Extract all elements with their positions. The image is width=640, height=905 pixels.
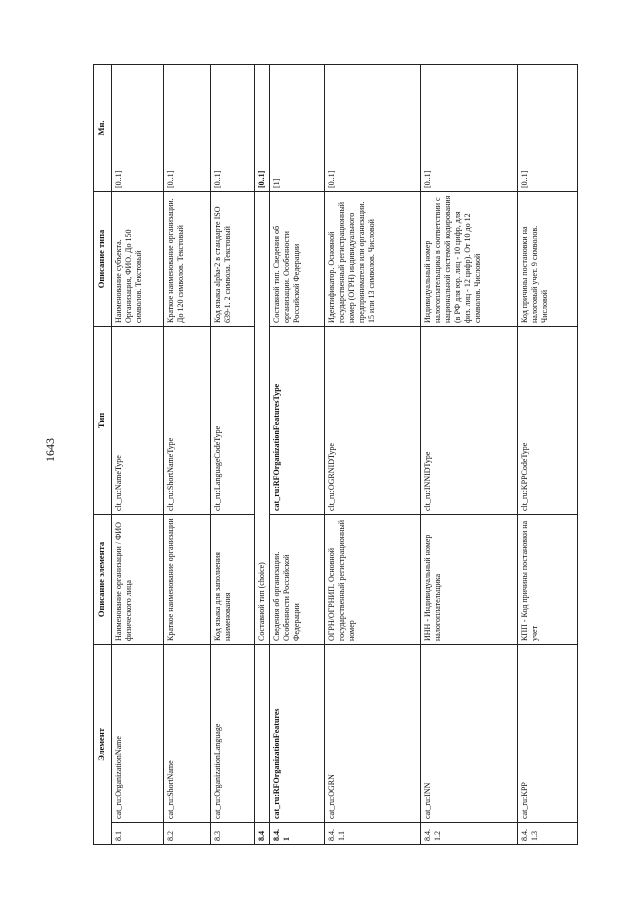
row-type: clt_ru:LanguageCodeType	[211, 327, 255, 515]
header-element: Элемент	[94, 645, 112, 845]
table-row	[255, 65, 270, 845]
header-element-desc: Описание элемента	[94, 515, 112, 645]
row-element-desc: ОГРН/ОГРНИП. Основной государственный регистрационный номер	[325, 515, 421, 645]
row-multiplicity: [0..1]	[518, 65, 578, 192]
row-element-desc: Сведения об организации. Особенности Российской Федерации	[270, 515, 325, 645]
row-number: 8.2	[164, 823, 211, 845]
table-row	[211, 65, 255, 845]
row-type-desc: Индивидуальный номер налогоплательщика в соответствии с национальной системой кодирования (в РФ для юр. лиц - 10 цифр, для физ. лиц - 12 цифр). От 10 до 12 символов. Числовой	[421, 192, 518, 327]
row-element-desc: КПП - Код причины постановки на учет	[518, 515, 578, 645]
row-multiplicity: [0..1]	[112, 65, 164, 192]
row-number: 8.1	[112, 823, 164, 845]
row-type: clt_ru:KPPCodeType	[518, 327, 578, 515]
rotated-table-container	[93, 65, 548, 845]
row-element-desc: Наименование организации / ФИО физического лица	[112, 515, 164, 645]
row-multiplicity: [0..1]	[255, 65, 270, 192]
header-multiplicity: Мн.	[94, 65, 112, 192]
table-row	[518, 65, 578, 845]
row-multiplicity: [0..1]	[164, 65, 211, 192]
row-multiplicity: [1]	[270, 65, 325, 192]
row-number: 8.3	[211, 823, 255, 845]
row-type: clt_ru:OGRNIDType	[325, 327, 421, 515]
row-element: cat_ru:INN	[421, 645, 518, 823]
elements-table	[93, 64, 578, 845]
row-number: 8.4.1.1	[325, 823, 421, 845]
row-type: cat_ru:RFOrganizationFeaturesType	[270, 327, 325, 515]
table-row	[325, 65, 421, 845]
row-element-desc: Код языка для заполнения наименования	[211, 515, 255, 645]
row-multiplicity: [0..1]	[325, 65, 421, 192]
table-row	[164, 65, 211, 845]
row-type: clt_ru:ShortNameType	[164, 327, 211, 515]
row-type-desc: Наименование субъекта. Организация, ФИО. До 150 символов. Текстовый	[112, 192, 164, 327]
table-row	[270, 65, 325, 845]
page-number: 1643	[43, 438, 57, 462]
row-element-desc: ИНН - Индивидуальный номер налогоплательщика	[421, 515, 518, 645]
table-header-row	[94, 65, 112, 845]
row-type-desc: Составной тип. Сведения об организации. Особенности Российской Федерации	[270, 192, 325, 327]
row-multiplicity: [0..1]	[421, 65, 518, 192]
row-type-desc: Краткое наименование организации. До 120 символов. Текстовый	[164, 192, 211, 327]
row-element-desc: Краткое наименование организации	[164, 515, 211, 645]
row-element	[255, 645, 270, 823]
row-number: 8.4.1.2	[421, 823, 518, 845]
row-type: clt_ru:NameType	[112, 327, 164, 515]
row-type-desc: Идентификатор. Основной государственный регистрационный номер (ОГРН) индивидуального предпринимателя или организации. 15 или 13 символов. Числовой	[325, 192, 421, 327]
row-element: cat_ru:OGRN	[325, 645, 421, 823]
row-type-desc: Код причины постановки на налоговый учет. 9 символов. Числовой	[518, 192, 578, 327]
row-type-desc: Код языка alpha-2 в стандарте ISO 639-1. 2 символа. Текстовый	[211, 192, 255, 327]
row-element: cat_ru:ShortName	[164, 645, 211, 823]
row-element-desc: Составной тип (choice)	[255, 192, 270, 645]
row-multiplicity: [0..1]	[211, 65, 255, 192]
row-number: 8.4.1	[270, 823, 325, 845]
row-element: cat_ru:OrganizationLanguage	[211, 645, 255, 823]
header-type: Тип	[94, 327, 112, 515]
row-number: 8.4	[255, 823, 270, 845]
row-number: 8.4.1.3	[518, 823, 578, 845]
header-type-desc: Описание типа	[94, 192, 112, 327]
row-element: cat_ru:RFOrganizationFeatures	[270, 645, 325, 823]
row-type: clt_ru:INNIDType	[421, 327, 518, 515]
row-element: cat_ru:OrganizationName	[112, 645, 164, 823]
table-row	[112, 65, 164, 845]
table-row	[421, 65, 518, 845]
row-element: cat_ru:KPP	[518, 645, 578, 823]
